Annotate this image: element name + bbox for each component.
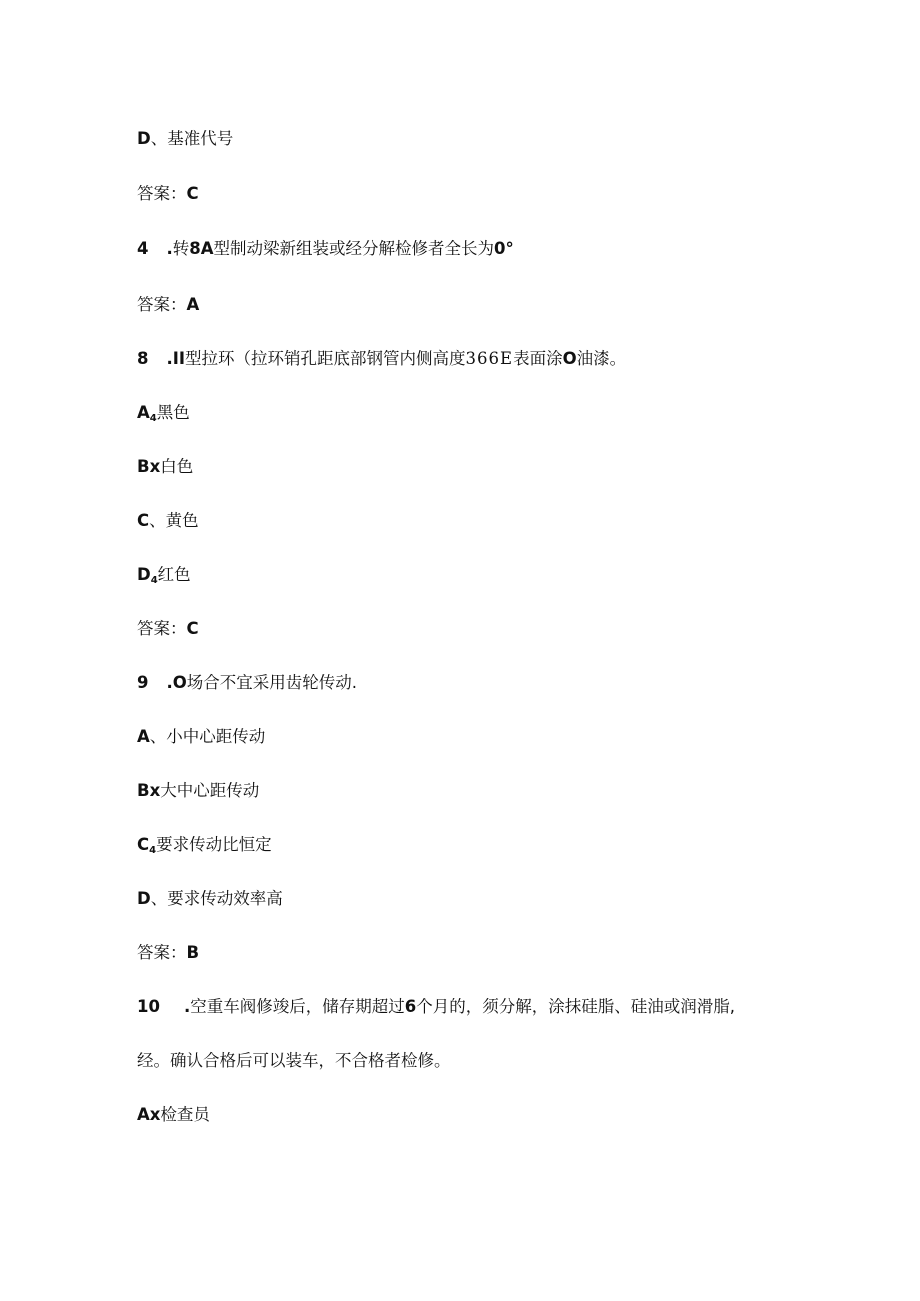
option-subscript: 4 xyxy=(149,413,157,424)
option-label: C xyxy=(137,835,150,854)
question-dot: . xyxy=(183,997,191,1016)
option-c-line xyxy=(137,834,272,862)
option-label: D xyxy=(137,129,151,148)
option-text: 大中心距传动 xyxy=(160,781,260,800)
option-label: Bx xyxy=(137,457,161,476)
question-emphasis-1: II xyxy=(172,349,186,368)
option-subscript: 4 xyxy=(149,845,157,856)
option-separator: 、 xyxy=(150,129,168,148)
option-b-line xyxy=(137,456,193,478)
question-dimension: 366E xyxy=(465,349,514,368)
option-label: A xyxy=(137,727,150,746)
option-d-line xyxy=(137,564,191,592)
option-text: 基准代号 xyxy=(167,129,234,148)
question-text-pre: 转 xyxy=(172,239,190,258)
question-text-post: 油漆。 xyxy=(576,349,627,368)
question-text: 型拉环（拉环销孔距底部钢管内侧高度 xyxy=(185,349,466,368)
question-emphasis-2: 0° xyxy=(494,239,514,258)
answer-prefix: 答案： xyxy=(137,295,187,314)
option-text: 黑色 xyxy=(156,403,190,422)
option-b-line xyxy=(137,780,259,802)
answer-prefix: 答案： xyxy=(137,943,187,962)
option-text: 检查员 xyxy=(160,1105,210,1124)
option-text: 要求传动比恒定 xyxy=(156,835,272,854)
answer-line xyxy=(137,183,199,205)
question-10 xyxy=(137,996,735,1018)
answer-value: C xyxy=(186,619,199,638)
question-dot: . xyxy=(166,349,173,368)
answer-line xyxy=(137,618,199,640)
question-number: 8 xyxy=(137,349,149,368)
option-label: Bx xyxy=(137,781,161,800)
option-c-line xyxy=(137,510,199,532)
question-dot: . xyxy=(166,673,173,692)
option-label: D xyxy=(137,565,151,584)
question-emphasis-1: O xyxy=(172,673,187,692)
option-a-line xyxy=(137,402,190,430)
answer-value: B xyxy=(186,943,200,962)
option-label: C xyxy=(137,511,150,530)
answer-prefix: 答案： xyxy=(137,619,187,638)
answer-value: C xyxy=(186,184,199,203)
option-text: 要求传动效率高 xyxy=(167,889,283,908)
option-separator: 、 xyxy=(149,511,166,530)
question-text: 场合不宜采用齿轮传动. xyxy=(186,673,358,692)
question-text-2: 表面涂 xyxy=(513,349,563,368)
answer-line xyxy=(137,942,199,964)
question-text: 型制动梁新组装或经分解检修者全长为 xyxy=(213,239,495,258)
answer-line xyxy=(137,294,199,316)
question-text-pre: 空重车阀修竣后，储存期超过 xyxy=(190,997,405,1016)
option-text: 黄色 xyxy=(165,511,199,530)
question-emphasis-1: 8A xyxy=(189,239,214,258)
option-a-line xyxy=(137,726,265,748)
option-separator: 、 xyxy=(150,889,168,908)
question-emphasis-1: 6 xyxy=(404,997,417,1016)
question-number: 10 xyxy=(137,997,160,1016)
question-text: 个月的，须分解，涂抹硅脂、硅油或润滑脂, xyxy=(416,997,735,1016)
question-4 xyxy=(137,238,514,260)
option-label: A xyxy=(137,403,150,422)
question-9 xyxy=(137,672,357,694)
question-10-continuation xyxy=(137,1050,451,1072)
option-subscript: 4 xyxy=(150,575,158,586)
option-text: 白色 xyxy=(160,457,194,476)
question-text-continuation: 经。确认合格后可以装车，不合格者检修。 xyxy=(137,1051,451,1070)
question-dot: . xyxy=(166,239,173,258)
option-d-line xyxy=(137,128,233,150)
option-d-line xyxy=(137,888,283,910)
option-a-line xyxy=(137,1104,210,1126)
option-label: D xyxy=(137,889,151,908)
option-separator: 、 xyxy=(149,727,167,746)
answer-value: A xyxy=(186,295,200,314)
question-emphasis-2: O xyxy=(562,349,577,368)
option-text: 红色 xyxy=(157,565,191,584)
option-label: Ax xyxy=(137,1105,161,1124)
question-number: 9 xyxy=(137,673,149,692)
option-text: 小中心距传动 xyxy=(166,727,266,746)
question-8 xyxy=(137,348,626,370)
answer-prefix: 答案： xyxy=(137,184,187,203)
question-number: 4 xyxy=(137,239,149,258)
